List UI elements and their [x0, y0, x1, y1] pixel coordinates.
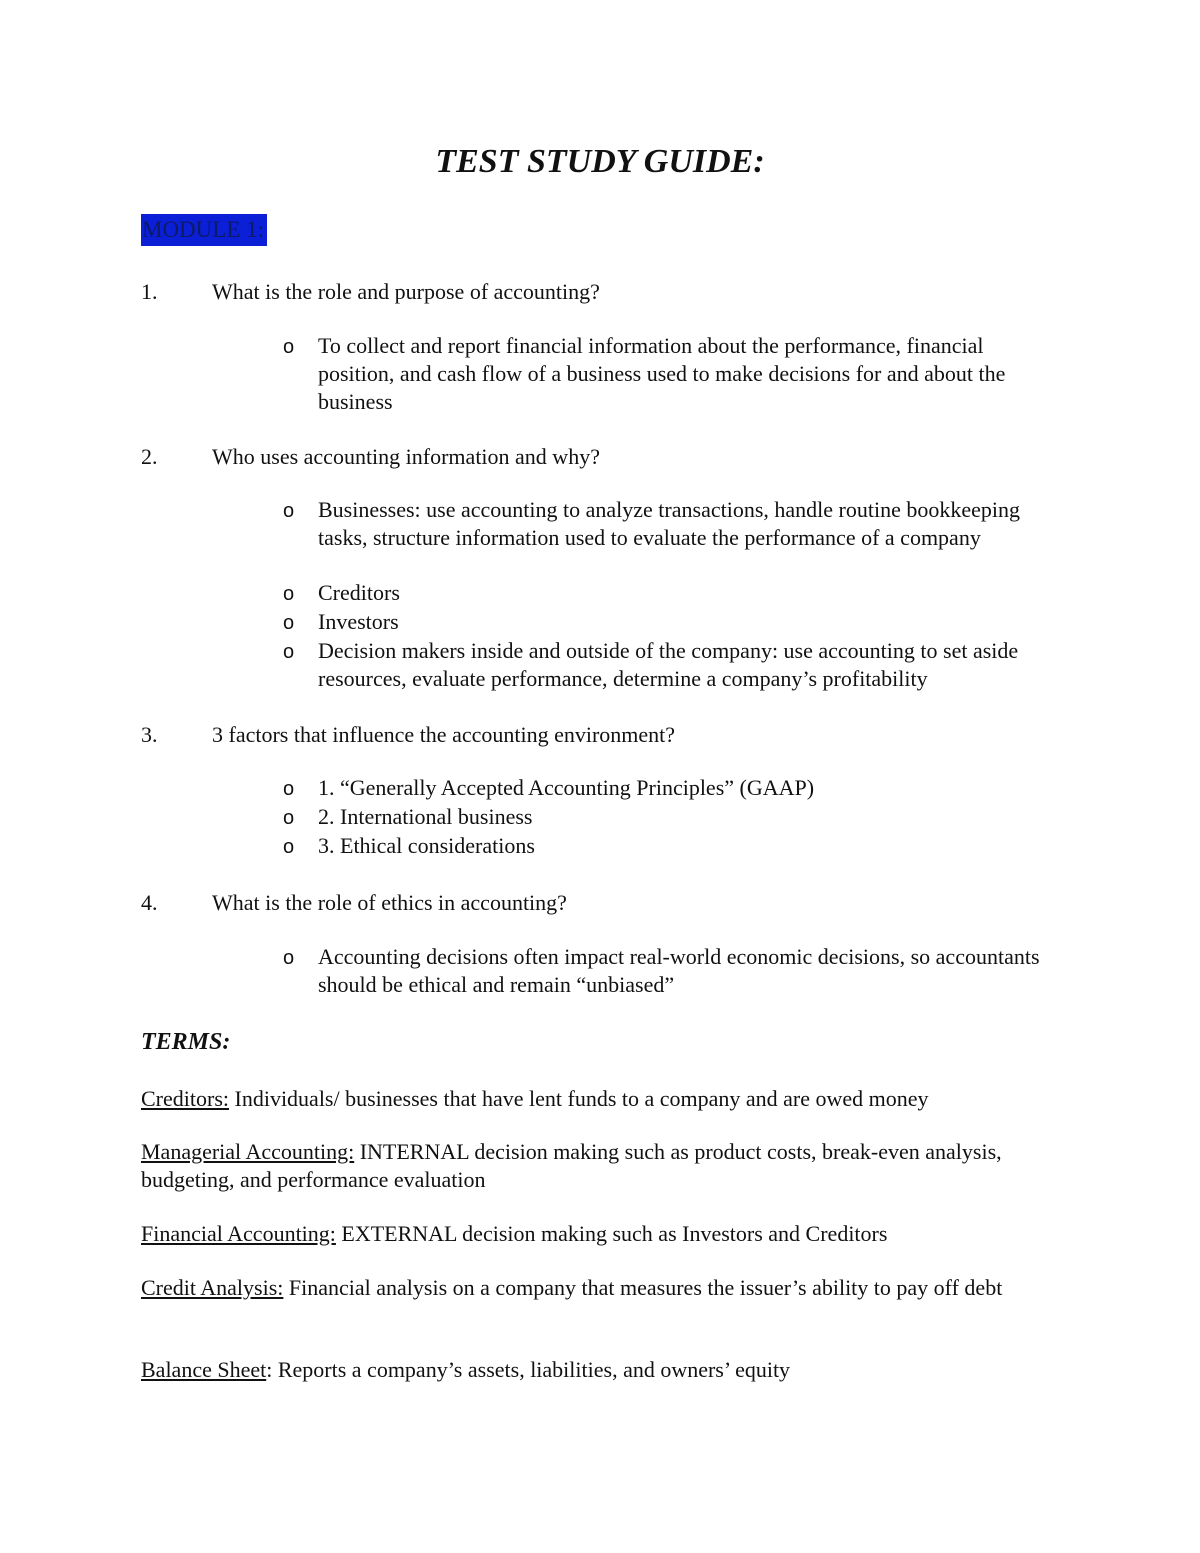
answer-bullet: Investors [318, 609, 399, 634]
term-name: Managerial Accounting: [141, 1139, 355, 1164]
term-entry [141, 1138, 1031, 1194]
term-definition: EXTERNAL decision making such as Investors and Creditors [335, 1221, 888, 1246]
terms-heading: TERMS: [141, 1029, 231, 1055]
term-definition: Financial analysis on a company that measures the issuer’s ability to pay off debt [283, 1275, 1003, 1300]
bullet-marker: o [283, 500, 295, 522]
term-name: Balance Sheet [141, 1357, 267, 1382]
term-entry [141, 1274, 1031, 1302]
term-entry [141, 1220, 1031, 1248]
term-entry [141, 1085, 1031, 1113]
answer-bullet: Businesses: use accounting to analyze transactions, handle routine bookkeeping tasks, structure information used to evaluate the performance of a company [318, 497, 1020, 550]
question-number: 1. [141, 279, 158, 304]
answer-bullet: 1. “Generally Accepted Accounting Principles” (GAAP) [318, 775, 815, 800]
question-text: Who uses accounting information and why? [212, 444, 600, 469]
answer-bullet: Decision makers inside and outside of the company: use accounting to set aside resources, evaluate performance, determine a company’s profitability [318, 638, 1019, 691]
bullet-marker: o [283, 947, 295, 969]
term-entry [141, 1356, 1031, 1384]
bullet-marker: o [283, 336, 295, 358]
module-heading: MODULE 1: [141, 214, 267, 246]
bullet-marker: o [283, 641, 295, 663]
bullet-marker: o [283, 612, 295, 634]
page-title: TEST STUDY GUIDE: [435, 143, 765, 180]
term-definition: : Reports a company’s assets, liabilities, and owners’ equity [266, 1357, 791, 1382]
term-definition: INTERNAL decision making such as product costs, break-even analysis, budgeting, and performance evaluation [141, 1139, 1002, 1192]
answer-bullet: 2. International business [318, 804, 533, 829]
question-number: 3. [141, 722, 158, 747]
answer-bullet: 3. Ethical considerations [318, 833, 535, 858]
bullet-marker: o [283, 836, 295, 858]
answer-bullet: To collect and report financial information about the performance, financial position, and cash flow of a business used to make decisions for and about the business [318, 333, 1006, 414]
answer-bullet: Accounting decisions often impact real-world economic decisions, so accountants should be ethical and remain “unbiased” [318, 944, 1040, 997]
question-text: What is the role and purpose of accounting? [212, 279, 600, 304]
question-number: 2. [141, 444, 158, 469]
question-text: 3 factors that influence the accounting environment? [212, 722, 676, 747]
question-number: 4. [141, 890, 158, 915]
answer-bullet: Creditors [318, 580, 400, 605]
term-definition: Individuals/ businesses that have lent funds to a company and are owed money [229, 1086, 929, 1111]
term-name: Credit Analysis: [141, 1275, 284, 1300]
bullet-marker: o [283, 583, 295, 605]
term-name: Financial Accounting: [141, 1221, 336, 1246]
bullet-marker: o [283, 778, 295, 800]
bullet-marker: o [283, 807, 295, 829]
term-name: Creditors: [141, 1086, 229, 1111]
question-text: What is the role of ethics in accounting? [212, 890, 567, 915]
